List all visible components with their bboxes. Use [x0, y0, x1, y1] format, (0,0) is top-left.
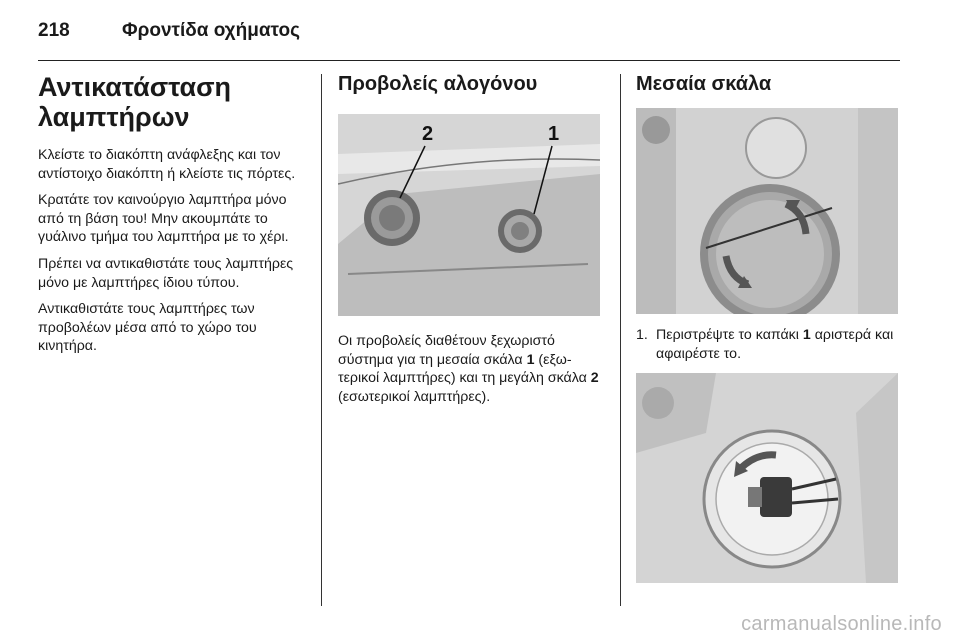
figure-label-1: 1: [548, 123, 560, 145]
step-text: Περιστρέψτε το καπάκι 1 αριστερά και αφαιρέστε το.: [656, 327, 894, 362]
paragraph-ignition: Κλείστε το διακόπτη ανάφλεξης και τον αντίστοιχο διακόπτη ή κλείστε τις πόρτες.: [38, 147, 296, 182]
headlight-overview-illustration: [338, 114, 600, 316]
cap-rotation-illustration: [636, 108, 898, 314]
figure-label-2: 2: [422, 123, 434, 145]
paragraph-hold-bulb: Κρατάτε τον καινούργιο λαμπτήρα μόνο από τη βάση του! Μην ακουμπάτε το γυάλινο τμήμα του λαμπτήρα με το χέρι.: [38, 192, 289, 246]
header-rule: [38, 60, 900, 61]
figure-connector: [636, 373, 898, 583]
heading-line-1: Αντικατάσταση: [38, 72, 232, 102]
caption-halogen: Οι προβολείς διαθέτουν ξεχωριστό σύστημα για τη μεσαία σκάλα 1 (εξωτερικοί λαμπτήρες) και τη μεγάλη σκάλα 2 (εσωτερικοί λαμπτήρες).: [338, 333, 599, 405]
column-bulb-replacement: [38, 72, 308, 364]
column-divider-left: [321, 74, 322, 606]
chapter-title: Φροντίδα οχήματος: [122, 20, 300, 41]
step-1: [636, 326, 908, 363]
page-number: 218: [38, 20, 70, 41]
step-number: 1.: [636, 327, 648, 343]
connector-illustration: [636, 373, 898, 583]
paragraph-same-type: Πρέπει να αντικαθιστάτε τους λαμπτήρες μόνο με λαμπτήρες ίδιου τύπου.: [38, 255, 294, 291]
column-halogen-headlights: [338, 72, 603, 421]
heading-line-2: λαμπτήρων: [38, 102, 190, 132]
paragraph-engine-bay: Αντικαθιστάτε τους λαμπτήρες των προβολέων μέσα από το χώρο του κινητήρα.: [38, 301, 257, 355]
figure-headlight-overview: [338, 114, 600, 316]
section-heading-bulb-replacement: [38, 72, 308, 132]
watermark: carmanualsonline.info: [741, 613, 942, 635]
section-heading-low-beam: Μεσαία σκάλα: [636, 73, 772, 95]
section-heading-halogen: Προβολείς αλογόνου: [338, 73, 538, 95]
page-header: [38, 16, 908, 60]
column-divider-right: [620, 74, 621, 606]
column-low-beam: [636, 72, 908, 583]
figure-cap-rotation: [636, 108, 898, 314]
